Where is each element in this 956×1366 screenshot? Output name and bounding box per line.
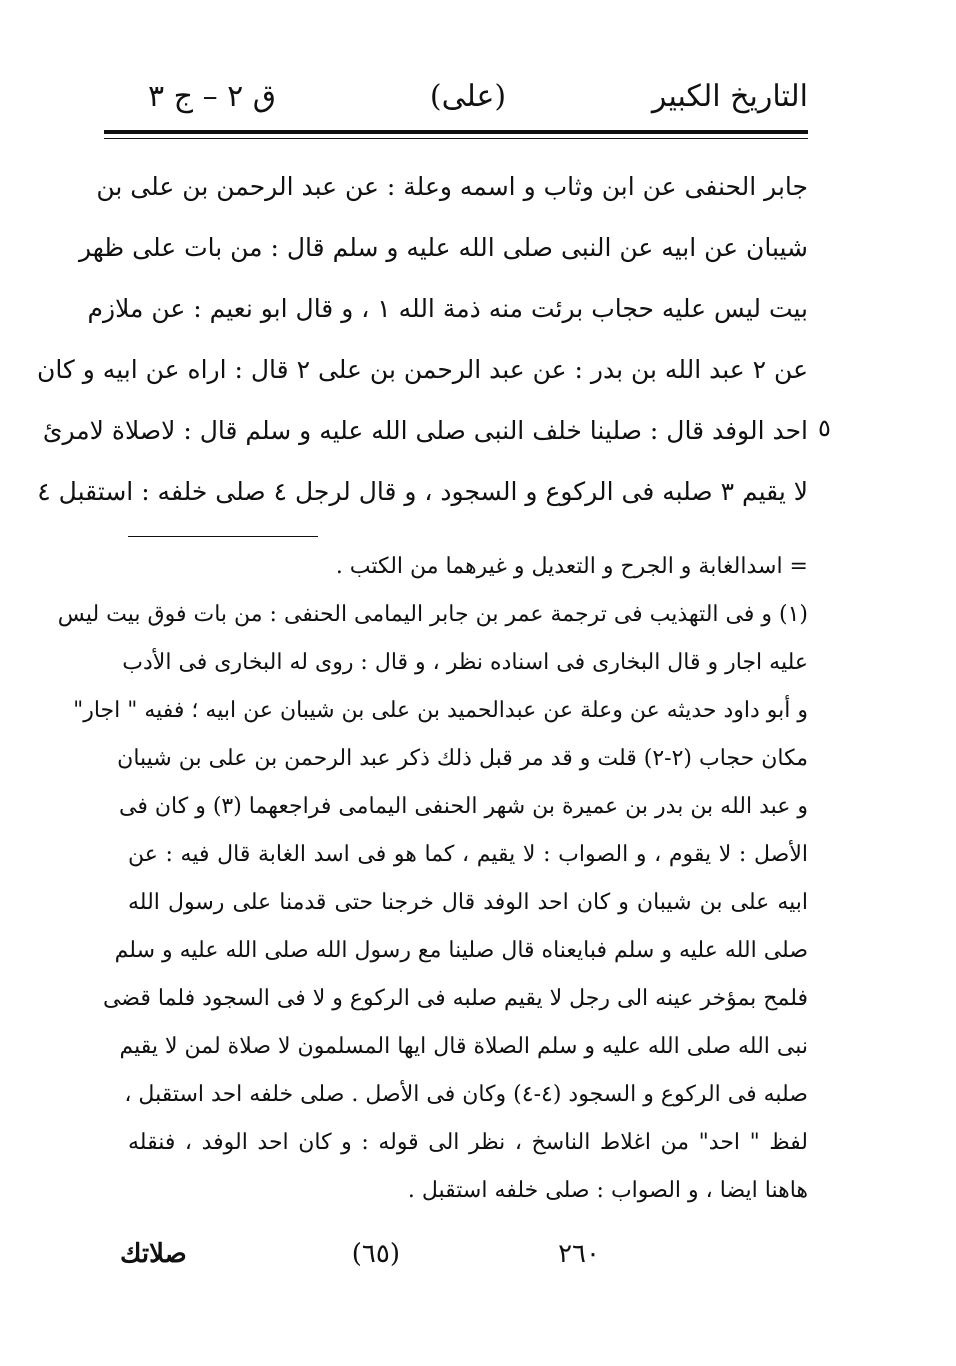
margin-line-number: ٥ bbox=[818, 414, 831, 442]
catchword: صلاتك bbox=[120, 1239, 187, 1269]
footnote-line: فلمح بمؤخر عينه الى رجل لا يقيم صلبه فى الركوع و لا فى السجود فلما قضى bbox=[102, 986, 808, 1011]
footnote-separator bbox=[128, 536, 318, 537]
footnote-line: و عبد الله بن بدر بن عميرة بن شهر الحنفى اليمامى فراجعهما (٣) و كان فى bbox=[119, 794, 808, 819]
footnote-line: = اسدالغابة و الجرح و التعديل و غيرهما من الكتب . bbox=[335, 554, 808, 579]
footnote-line: نبى الله صلى الله عليه و سلم الصلاة قال ايها المسلمون لا صلاة لمن لا يقيم bbox=[119, 1034, 808, 1059]
main-line: شيبان عن ابيه عن النبى صلى الله عليه و سلم قال : من بات على ظهر bbox=[78, 233, 808, 262]
entry-name: (على) bbox=[429, 79, 507, 114]
book-title: التاريخ الكبير bbox=[651, 79, 808, 114]
volume-part: ق ٢ – ج ٣ bbox=[148, 79, 277, 114]
header-rule-thick bbox=[104, 130, 808, 134]
main-text bbox=[36, 156, 808, 522]
signature-mark: (٦٥) bbox=[351, 1239, 400, 1269]
main-line: لا يقيم ٣ صلبه فى الركوع و السجود ، و قال لرجل ٤ صلى خلفه : استقبل ٤ bbox=[37, 477, 808, 506]
footnote-line: (١) و فى التهذيب فى ترجمة عمر بن جابر اليمامى الحنفى : من بات فوق بيت ليس bbox=[57, 602, 808, 627]
footnote-line: مكان حجاب (٢-٢) قلت و قد مر قبل ذلك ذكر عبد الرحمن بن على بن شيبان bbox=[117, 746, 808, 771]
main-line: جابر الحنفى عن ابن وثاب و اسمه وعلة : عن عبد الرحمن بن على بن bbox=[96, 172, 808, 201]
page-number: ٢٦٠ bbox=[558, 1239, 600, 1269]
running-header bbox=[128, 74, 808, 124]
footnote-line: و أبو داود حديثه عن وعلة عن عبدالحميد بن على بن شيبان عن ابيه ؛ ففيه " اجار" bbox=[73, 698, 808, 723]
header-rule-thin bbox=[104, 138, 808, 139]
main-line: احد الوفد قال : صلينا خلف النبى صلى الله عليه و سلم قال : لاصلاة لامرئ bbox=[42, 416, 808, 445]
footnote-line: هاهنا ايضا ، و الصواب : صلى خلفه استقبل . bbox=[407, 1178, 808, 1203]
page-footer bbox=[120, 1232, 600, 1276]
main-line: عن ٢ عبد الله بن بدر : عن عبد الرحمن بن على ٢ قال : اراه عن ابيه و كان bbox=[36, 355, 808, 384]
footnote-line: صلى الله عليه و سلم فبايعناه قال صلينا مع رسول الله صلى الله عليه و سلم bbox=[114, 938, 808, 963]
footnote-line: ابيه على بن شيبان و كان احد الوفد قال خرجنا حتى قدمنا على رسول الله bbox=[128, 890, 808, 915]
footnote-line: صلبه فى الركوع و السجود (٤-٤) وكان فى الأصل . صلى خلفه احد استقبل ، bbox=[124, 1082, 808, 1107]
main-line: بيت ليس عليه حجاب برئت منه ذمة الله ١ ، و قال ابو نعيم : عن ملازم bbox=[87, 294, 808, 323]
footnote-line: عليه اجار و قال البخارى فى اسناده نظر ، و قال : روى له البخارى فى الأدب bbox=[122, 650, 808, 675]
footnote-line: الأصل : لا يقوم ، و الصواب : لا يقيم ، كما هو فى اسد الغابة قال فيه : عن bbox=[128, 842, 808, 867]
footnote-line: لفظ " احد" من اغلاط الناسخ ، نظر الى قوله : و كان احد الوفد ، فنقله bbox=[128, 1130, 808, 1155]
footnotes bbox=[57, 543, 808, 1215]
